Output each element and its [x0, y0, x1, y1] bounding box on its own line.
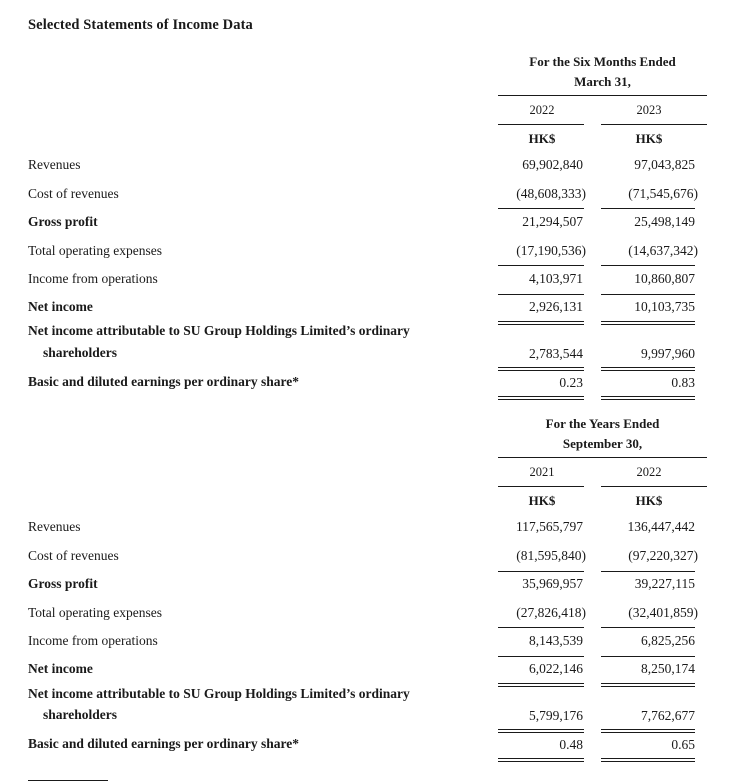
period-header-line1: For the Years Ended — [545, 416, 660, 431]
currency-col-2: HK$ — [635, 131, 663, 146]
year-rule-1 — [498, 124, 584, 125]
total-double-rule-1 — [498, 758, 584, 762]
value-opex-col2: (32,401,859) — [628, 605, 698, 620]
row-label-net-income-attributable-cont: shareholders — [43, 707, 118, 722]
year-col-1: 2022 — [529, 103, 555, 117]
year-rule-1 — [498, 486, 584, 487]
period-header-line2: September 30, — [562, 436, 643, 451]
year-rule-2 — [601, 486, 707, 487]
subtotal-rule-2 — [601, 627, 695, 628]
value-net-income-col2: 10,103,735 — [634, 299, 695, 314]
value-revenues-col1: 69,902,840 — [522, 157, 583, 172]
row-label-cost-of-revenues: Cost of revenues — [28, 186, 119, 201]
row-label-net-income: Net income — [28, 661, 93, 676]
value-eps-col2: 0.83 — [671, 375, 695, 390]
row-label-gross-profit: Gross profit — [28, 576, 98, 591]
value-income-ops-col2: 10,860,807 — [634, 271, 695, 286]
total-double-rule-2 — [601, 683, 695, 687]
currency-col-2: HK$ — [635, 493, 663, 508]
year-col-2: 2023 — [636, 103, 662, 117]
value-net-income-col1: 2,926,131 — [529, 299, 583, 314]
total-double-rule-2 — [601, 321, 695, 325]
value-income-ops-col2: 6,825,256 — [641, 633, 695, 648]
value-cost-col2: (71,545,676) — [628, 186, 698, 201]
row-label-income-from-operations: Income from operations — [28, 633, 158, 648]
row-label-operating-expenses: Total operating expenses — [28, 243, 163, 258]
value-attributable-col1: 2,783,544 — [529, 346, 583, 361]
row-label-revenues: Revenues — [28, 519, 81, 534]
year-rule-2 — [601, 124, 707, 125]
total-double-rule-1 — [498, 396, 584, 400]
value-revenues-col2: 136,447,442 — [627, 519, 695, 534]
row-label-net-income: Net income — [28, 299, 93, 314]
total-double-rule-2 — [601, 396, 695, 400]
value-net-income-col2: 8,250,174 — [641, 661, 695, 676]
subtotal-rule-2 — [601, 656, 695, 657]
total-double-rule-2 — [601, 729, 695, 733]
subtotal-rule-1 — [498, 656, 584, 657]
total-double-rule-1 — [498, 683, 584, 687]
subtotal-rule-1 — [498, 265, 584, 266]
value-attributable-col2: 7,762,677 — [641, 708, 695, 723]
row-label-net-income-attributable: Net income attributable to SU Group Holdings Limited’s ordinary — [28, 686, 410, 701]
subtotal-rule-2 — [601, 571, 695, 572]
subtotal-rule-1 — [498, 208, 584, 209]
footnote-separator — [28, 780, 108, 781]
year-col-1: 2021 — [529, 465, 555, 479]
row-label-eps: Basic and diluted earnings per ordinary share* — [28, 736, 300, 751]
row-label-revenues: Revenues — [28, 157, 81, 172]
total-double-rule-2 — [601, 758, 695, 762]
value-cost-col1: (81,595,840) — [516, 548, 586, 563]
row-label-income-from-operations: Income from operations — [28, 271, 158, 286]
year-col-2: 2022 — [636, 465, 662, 479]
subtotal-rule-1 — [498, 294, 584, 295]
subtotal-rule-2 — [601, 208, 695, 209]
header-rule — [498, 95, 707, 96]
row-label-net-income-attributable-cont: shareholders — [43, 345, 118, 360]
period-header-line1: For the Six Months Ended — [529, 54, 676, 69]
value-opex-col2: (14,637,342) — [628, 243, 698, 258]
value-eps-col2: 0.65 — [671, 737, 695, 752]
header-rule — [498, 457, 707, 458]
value-income-ops-col1: 8,143,539 — [529, 633, 583, 648]
value-revenues-col2: 97,043,825 — [634, 157, 695, 172]
value-revenues-col1: 117,565,797 — [516, 519, 583, 534]
total-double-rule-2 — [601, 367, 695, 371]
currency-col-1: HK$ — [528, 493, 556, 508]
subtotal-rule-1 — [498, 571, 584, 572]
document-title: Selected Statements of Income Data — [28, 17, 253, 33]
value-attributable-col2: 9,997,960 — [641, 346, 695, 361]
row-label-eps: Basic and diluted earnings per ordinary share* — [28, 374, 300, 389]
value-income-ops-col1: 4,103,971 — [529, 271, 583, 286]
value-eps-col1: 0.48 — [559, 737, 583, 752]
subtotal-rule-1 — [498, 627, 584, 628]
row-label-gross-profit: Gross profit — [28, 214, 98, 229]
row-label-operating-expenses: Total operating expenses — [28, 605, 163, 620]
total-double-rule-1 — [498, 321, 584, 325]
value-cost-col2: (97,220,327) — [628, 548, 698, 563]
value-cost-col1: (48,608,333) — [516, 186, 586, 201]
value-opex-col1: (27,826,418) — [516, 605, 586, 620]
total-double-rule-1 — [498, 367, 584, 371]
total-double-rule-1 — [498, 729, 584, 733]
value-eps-col1: 0.23 — [559, 375, 583, 390]
value-gross-profit-col1: 35,969,957 — [522, 576, 583, 591]
value-net-income-col1: 6,022,146 — [529, 661, 583, 676]
row-label-cost-of-revenues: Cost of revenues — [28, 548, 119, 563]
value-gross-profit-col1: 21,294,507 — [522, 214, 583, 229]
value-gross-profit-col2: 25,498,149 — [634, 214, 695, 229]
value-opex-col1: (17,190,536) — [516, 243, 586, 258]
period-header-line2: March 31, — [574, 74, 631, 89]
subtotal-rule-2 — [601, 265, 695, 266]
currency-col-1: HK$ — [528, 131, 556, 146]
value-attributable-col1: 5,799,176 — [529, 708, 583, 723]
row-label-net-income-attributable: Net income attributable to SU Group Holdings Limited’s ordinary — [28, 323, 410, 338]
subtotal-rule-2 — [601, 294, 695, 295]
value-gross-profit-col2: 39,227,115 — [634, 576, 695, 591]
